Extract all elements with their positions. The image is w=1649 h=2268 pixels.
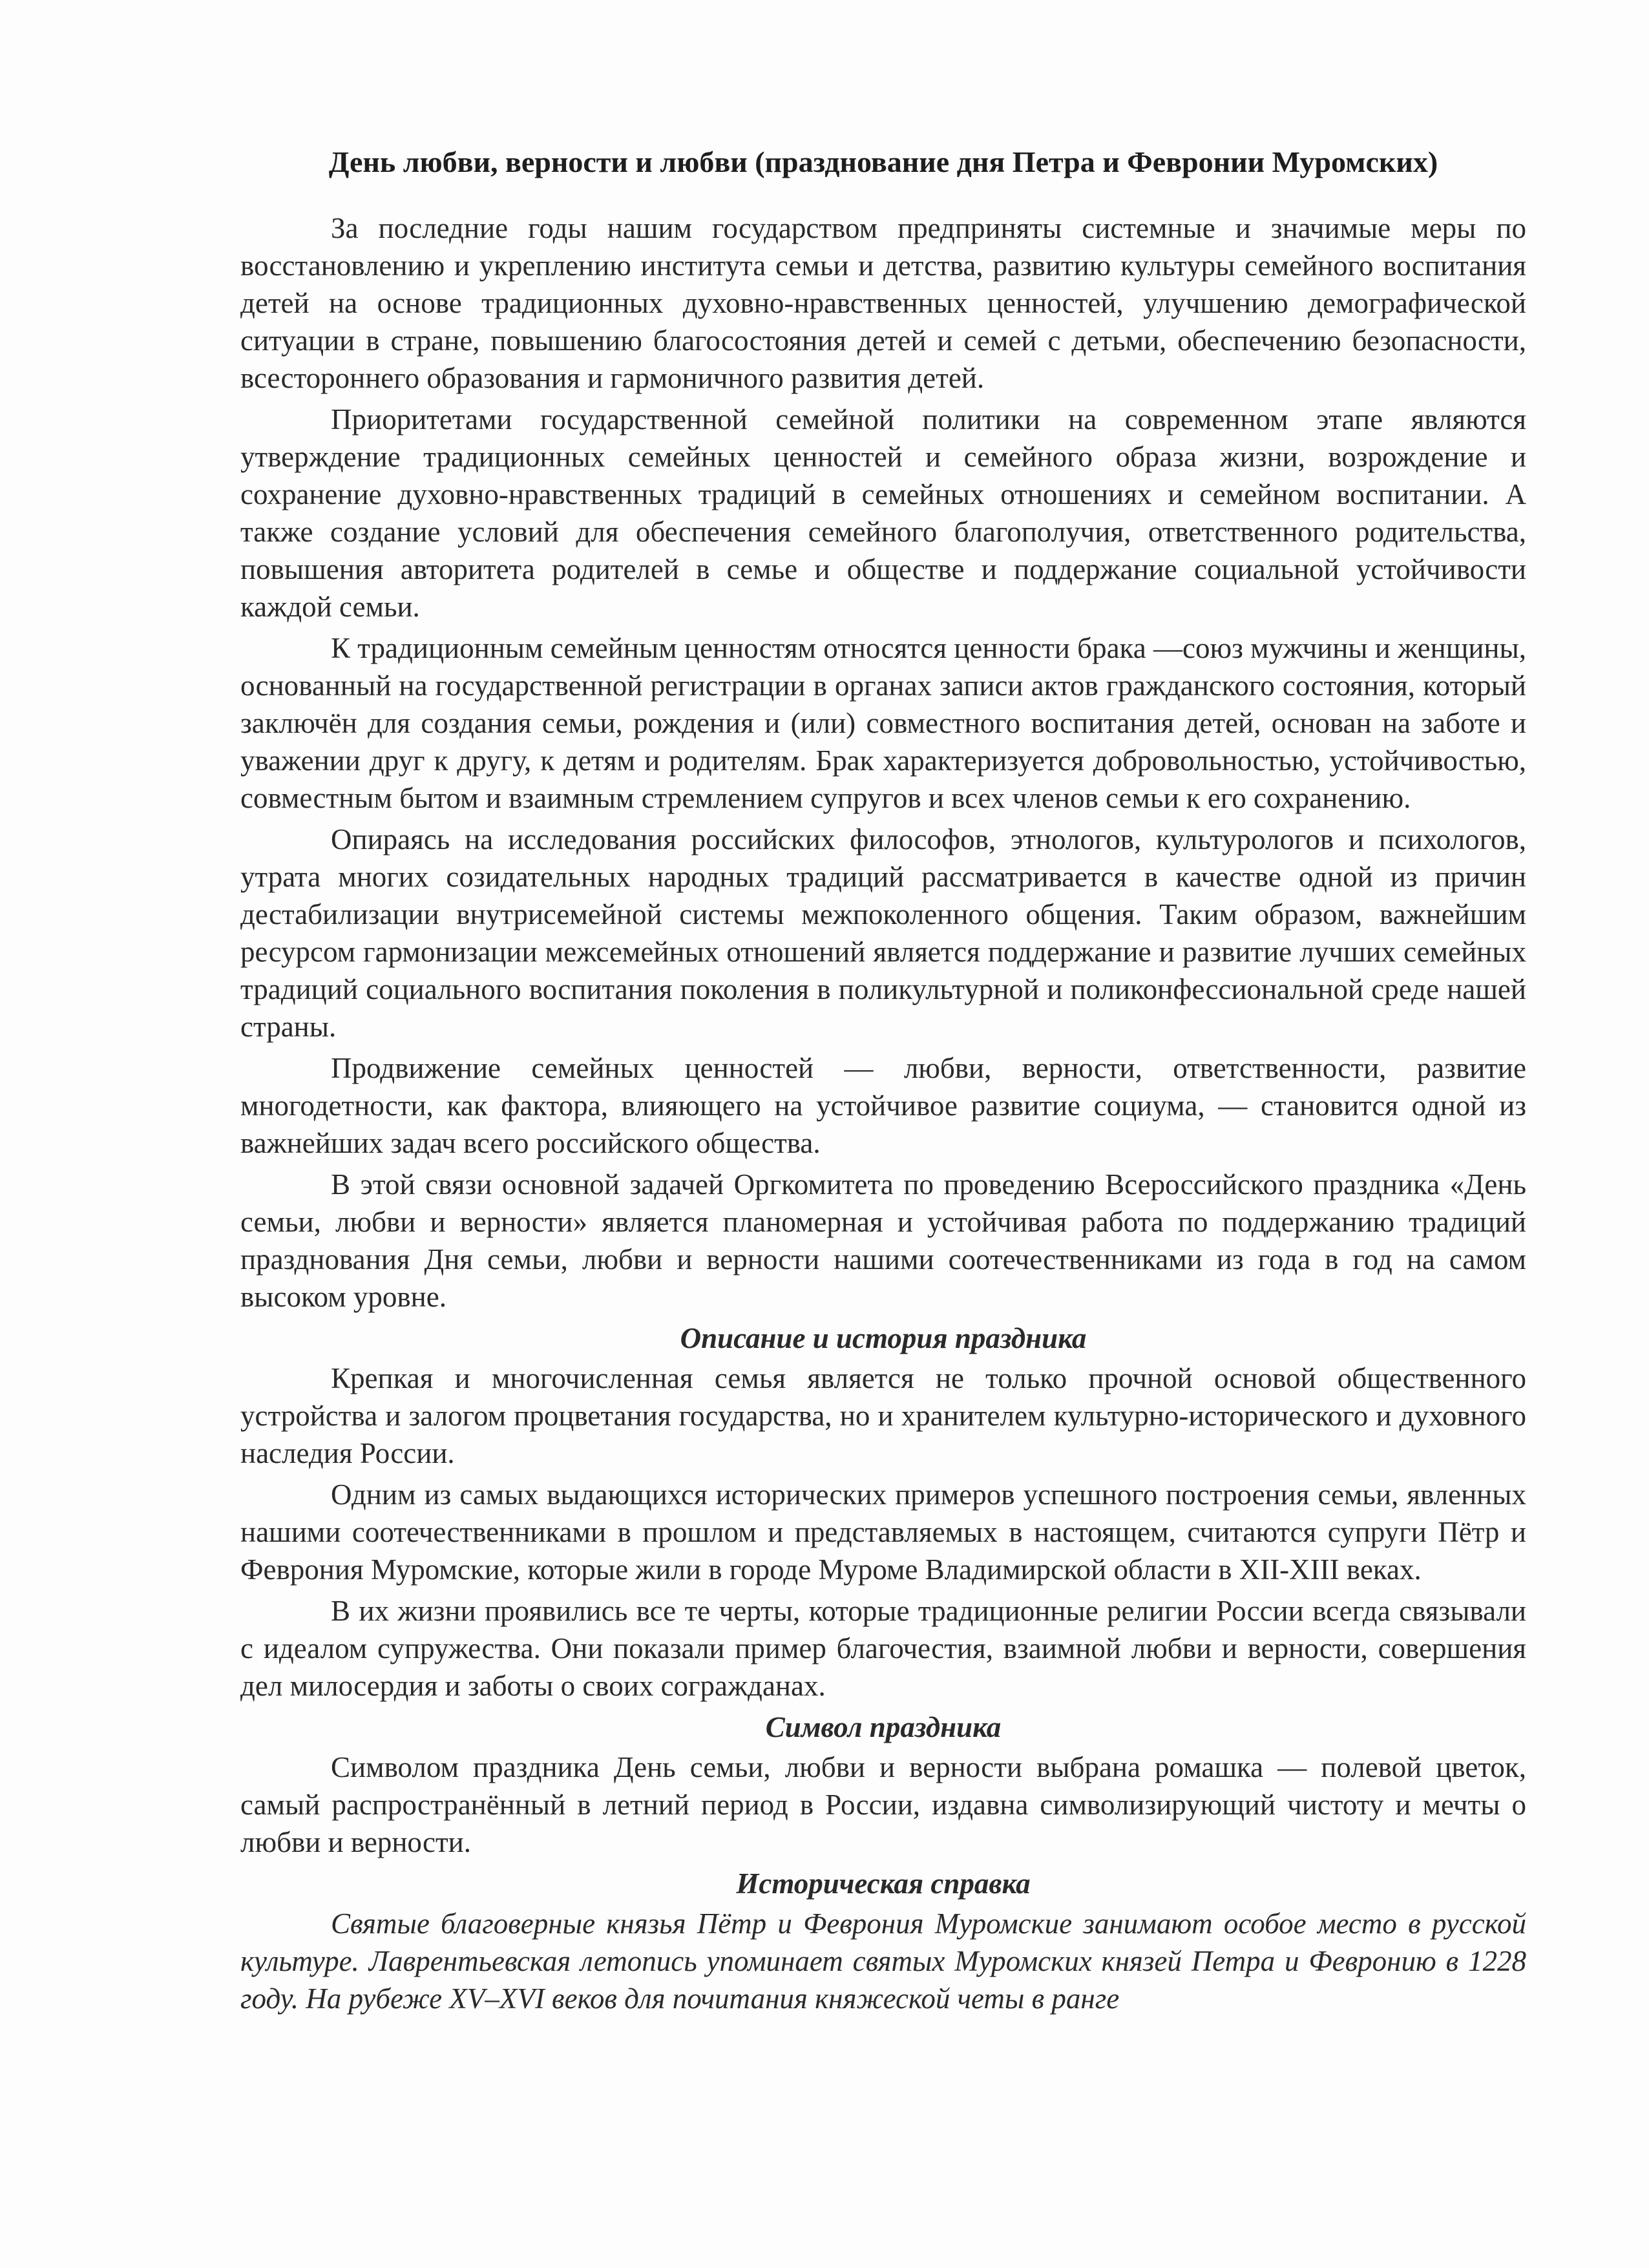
document-title: День любви, верности и любви (празднование дня Петра и Февронии Муромских) xyxy=(328,145,1438,178)
paragraph: В этой связи основной задачей Оргкомитета по проведению Всероссийского праздника «День семьи, любви и верности» является планомерная и устойчивая работа по поддержанию традиций празднования Дня семьи, любви и верности нашими соотечественниками из года в год на самом высоком уровне. xyxy=(240,1168,1526,1313)
section-heading-reference: Историческая справка xyxy=(736,1867,1031,1900)
paragraph: Опираясь на исследования российских философов, этнологов, культурологов и психологов, утрата многих созидательных народных традиций рассматривается в качестве одной из причин дестабилизации внутрисемейной системы межпоколенного общения. Таким образом, важнейшим ресурсом гармонизации межсемейных отношений является поддержание и развитие лучших семейных традиций социального воспитания поколения в поликультурной и поликонфессиональной среде нашей страны. xyxy=(240,823,1526,1043)
paragraph: В их жизни проявились все те черты, которые традиционные религии России всегда связывали с идеалом супружества. Они показали пример благочестия, взаимной любви и верности, совершения дел милосердия и заботы о своих согражданах. xyxy=(240,1595,1526,1702)
paragraph: Крепкая и многочисленная семья является не только прочной основой общественного устройства и залогом процветания государства, но и хранителем культурно-исторического и духовного наследия России. xyxy=(240,1362,1526,1469)
paragraph-italic: Святые благоверные князья Пётр и Феврония Муромские занимают особое место в русской культуре. Лаврентьевская летопись упоминает святых Муромских князей Петра и Февронию в 1228 году. На рубеже XV–XVI веков для почитания княжеской четы в ранге xyxy=(240,1907,1526,2015)
section-heading-history: Описание и история праздника xyxy=(680,1322,1087,1354)
paragraph: За последние годы нашим государством предприняты системные и значимые меры по восстановлению и укреплению института семьи и детства, развитию культуры семейного воспитания детей на основе традиционных духовно-нравственных ценностей, улучшению демографической ситуации в стране, повышению благосостояния детей и семей с детьми, обеспечению безопасности, всестороннего образования и гармоничного развития детей. xyxy=(240,212,1526,394)
section-heading-symbol: Символ праздника xyxy=(765,1711,1002,1743)
paragraph: Одним из самых выдающихся исторических примеров успешного построения семьи, явленных нашими соотечественниками в прошлом и представляемых в настоящем, считаются супруги Пётр и Феврония Муромские, которые жили в городе Муроме Владимирской области в XII-XIII веках. xyxy=(240,1478,1526,1586)
paragraph: Символом праздника День семьи, любви и верности выбрана ромашка — полевой цветок, самый распространённый в летний период в России, издавна символизирующий чистоту и мечты о любви и верности. xyxy=(240,1751,1526,1858)
paragraph: Приоритетами государственной семейной политики на современном этапе являются утверждение традиционных семейных ценностей и семейного образа жизни, возрождение и сохранение духовно-нравственных традиций в семейных отношениях и семейном воспитании. А также создание условий для обеспечения семейного благополучия, ответственного родительства, повышения авторитета родителей в семье и обществе и поддержание социальной устойчивости каждой семьи. xyxy=(240,403,1526,623)
paragraph: Продвижение семейных ценностей — любви, верности, ответственности, развитие многодетности, как фактора, влияющего на устойчивое развитие социума, — становится одной из важнейших задач всего российского общества. xyxy=(240,1052,1526,1159)
document-body xyxy=(240,143,1526,2021)
paragraph: К традиционным семейным ценностям относятся ценности брака —союз мужчины и женщины, основанный на государственной регистрации в органах записи актов гражданского состояния, который заключён для создания семьи, рождения и (или) совместного воспитания детей, основан на заботе и уважении друг к другу, к детям и родителям. Брак характеризуется добровольностью, устойчивостью, совместным бытом и взаимным стремлением супругов и всех членов семьи к его сохранению. xyxy=(240,632,1526,814)
